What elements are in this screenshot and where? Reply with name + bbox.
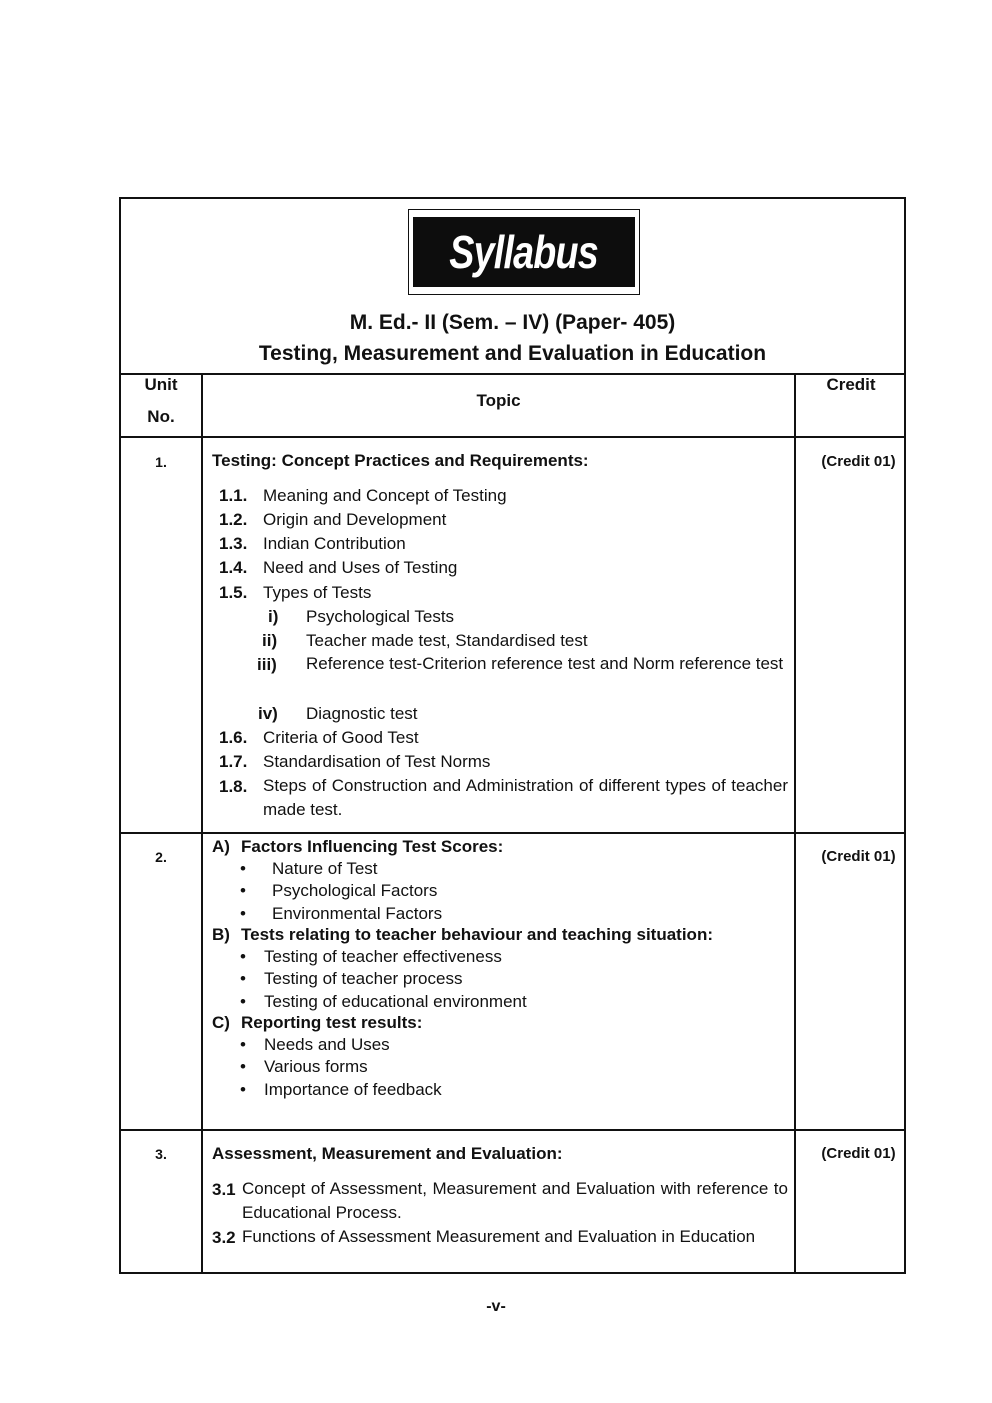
bullet-icon: • [240, 992, 246, 1011]
bullet-icon: • [240, 947, 246, 966]
syllabus-table: Syllabus M. Ed.- II (Sem. – IV) (Paper- 405) Testing, Measurement and Evaluation in Education Unit No. Topic Credit 1. (Credit 01) Testing: Concept Practices and Requirements: 1.1. Meaning and Concept of Testing 1.2. Origin and Development 1.3. Indian Contribution 1.4. Need and Uses of Testing 1.5. Types of Tests i) Psychological Tests ii) Teacher made test, Standardised test iii) Reference test-Criterion reference test and Norm reference test iv) Diagnostic test 1.6. Criteria of Good Test 1.7. Standardisation of Test Norms 1.8. Steps of Construction and Administration of different types of teacher made test. 2. (Credit 01) A) Factors Influencing Test Scores: • Nature of Test • Psychological Factors • Environmental Factors B) Tests relating to teacher behaviour and teaching situation: • Testing of teacher effectiveness • Testing of teacher process • Testing of educational environment C) Reporting test results: • Needs and Uses • Various forms • Importance of feedback 3. (Credit 01) Assessment, Measurement and Evaluation: 3.1 Concept of Assessment, Measurement and Evaluation with reference to Educational Process. 3.2 Functions of Assessment Measurement and Evaluation in Education [119, 197, 906, 1274]
unit-heading: Assessment, Measurement and Evaluation: [212, 1144, 563, 1163]
unit-heading: Testing: Concept Practices and Requirements: [212, 451, 589, 470]
unit-credit: (Credit 01) [821, 1145, 896, 1162]
bullet-icon: • [240, 859, 246, 878]
bullet-icon: • [240, 1035, 246, 1054]
column-divider [201, 373, 203, 1272]
unit-credit: (Credit 01) [821, 453, 896, 470]
page-number: -v- [486, 1298, 506, 1315]
header-unit-no: No. [147, 407, 175, 426]
row-divider [121, 1129, 904, 1131]
logo-text: Syllabus [449, 226, 599, 278]
bullet-icon: • [240, 881, 246, 900]
syllabus-header [121, 199, 904, 375]
syllabus-logo [408, 209, 640, 295]
unit-number: 2. [155, 849, 167, 865]
header-credit: Credit [826, 375, 876, 394]
column-divider [794, 373, 796, 1272]
bullet-icon: • [240, 904, 246, 923]
bullet-icon: • [240, 1080, 246, 1099]
unit-number: 1. [155, 454, 167, 470]
row-divider [121, 832, 904, 834]
row-divider [121, 436, 904, 438]
unit-credit: (Credit 01) [821, 848, 896, 865]
unit-number: 3. [155, 1146, 167, 1162]
bullet-icon: • [240, 1057, 246, 1076]
course-title: M. Ed.- II (Sem. – IV) (Paper- 405) [349, 311, 676, 334]
header-unit: Unit [144, 375, 178, 394]
header-topic: Topic [476, 391, 521, 410]
subject-title: Testing, Measurement and Evaluation in Education [258, 342, 767, 365]
bullet-icon: • [240, 969, 246, 988]
